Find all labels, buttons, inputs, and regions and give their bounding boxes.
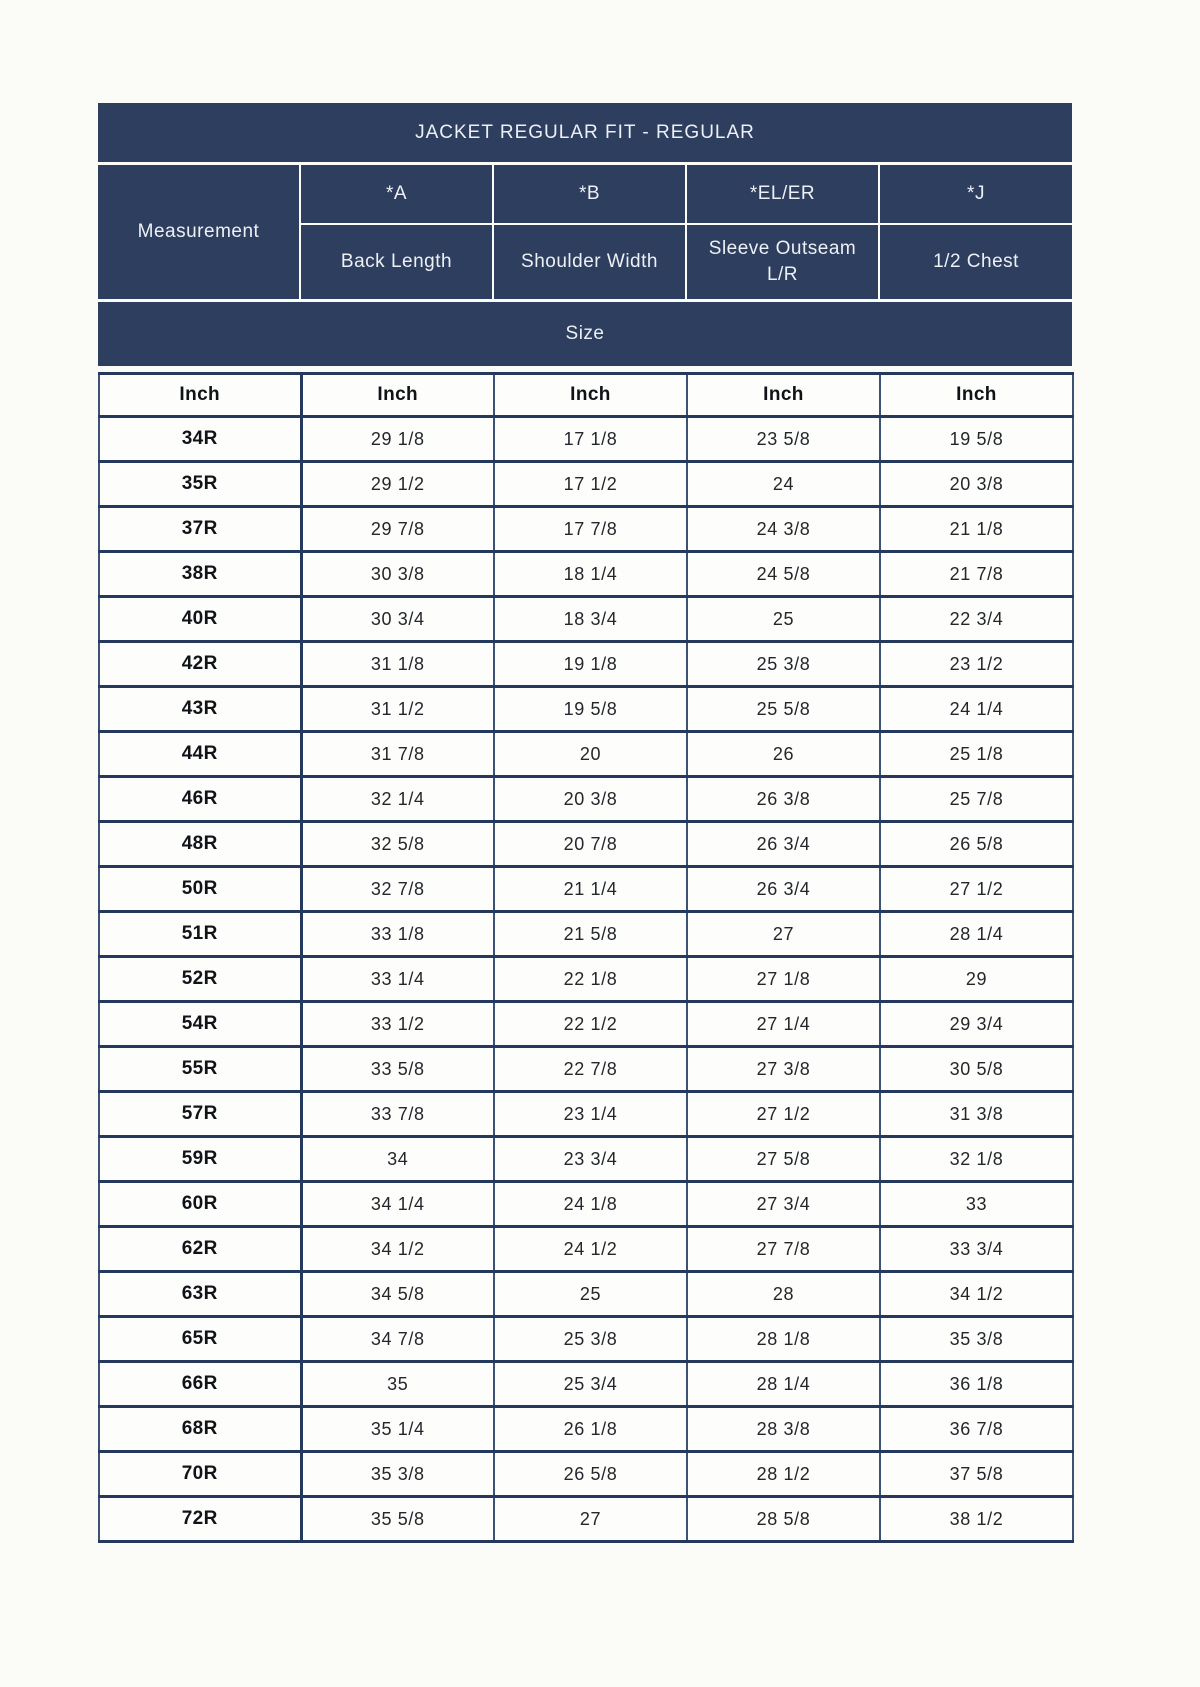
value-cell: 24 5/8: [687, 552, 880, 597]
size-cell: 34R: [99, 417, 301, 462]
value-cell: 27: [494, 1497, 687, 1542]
size-cell: 57R: [99, 1092, 301, 1137]
table-row: [99, 1092, 1073, 1137]
value-cell: 22 1/2: [494, 1002, 687, 1047]
value-cell: 33 3/4: [880, 1227, 1073, 1272]
value-cell: 25 5/8: [687, 687, 880, 732]
value-cell: 34 5/8: [301, 1272, 494, 1317]
unit-row: [99, 374, 1073, 417]
value-cell: 29 1/2: [301, 462, 494, 507]
value-cell: 34: [301, 1137, 494, 1182]
table-row: [99, 1002, 1073, 1047]
value-cell: 36 1/8: [880, 1362, 1073, 1407]
table-row: [99, 1182, 1073, 1227]
value-cell: 33 5/8: [301, 1047, 494, 1092]
unit-cell: Inch: [687, 374, 880, 417]
column-code-a: *A: [300, 164, 493, 225]
table-row: [99, 1362, 1073, 1407]
table-row: [99, 642, 1073, 687]
table-row: [99, 1407, 1073, 1452]
value-cell: 28 1/4: [687, 1362, 880, 1407]
value-cell: 25 1/8: [880, 732, 1073, 777]
size-cell: 68R: [99, 1407, 301, 1452]
value-cell: 26 3/8: [687, 777, 880, 822]
value-cell: 30 3/4: [301, 597, 494, 642]
value-cell: 22 7/8: [494, 1047, 687, 1092]
column-name-shoulder-width: Shoulder Width: [493, 224, 686, 301]
size-cell: 51R: [99, 912, 301, 957]
value-cell: 27 7/8: [687, 1227, 880, 1272]
value-cell: 32 7/8: [301, 867, 494, 912]
value-cell: 35 5/8: [301, 1497, 494, 1542]
value-cell: 26 1/8: [494, 1407, 687, 1452]
table-row: [99, 1497, 1073, 1542]
header-table: [98, 103, 1072, 366]
body-rows: [99, 374, 1073, 1542]
column-name-sleeve-outseam: Sleeve Outseam L/R: [686, 224, 879, 301]
value-cell: 17 1/8: [494, 417, 687, 462]
size-cell: 59R: [99, 1137, 301, 1182]
size-band: Size: [98, 301, 1072, 367]
value-cell: 26 5/8: [494, 1452, 687, 1497]
table-row: [99, 1317, 1073, 1362]
table-row: [99, 732, 1073, 777]
measurements-table: [98, 372, 1074, 1543]
size-cell: 48R: [99, 822, 301, 867]
size-cell: 52R: [99, 957, 301, 1002]
value-cell: 21 1/8: [880, 507, 1073, 552]
value-cell: 20 3/8: [494, 777, 687, 822]
value-cell: 35 1/4: [301, 1407, 494, 1452]
value-cell: 28 1/8: [687, 1317, 880, 1362]
table-row: [99, 462, 1073, 507]
value-cell: 32 1/4: [301, 777, 494, 822]
value-cell: 27 1/2: [880, 867, 1073, 912]
table-row: [99, 1227, 1073, 1272]
value-cell: 27 3/8: [687, 1047, 880, 1092]
column-name-back-length: Back Length: [300, 224, 493, 301]
value-cell: 28 1/2: [687, 1452, 880, 1497]
table-row: [99, 822, 1073, 867]
value-cell: 35 3/8: [301, 1452, 494, 1497]
value-cell: 32 5/8: [301, 822, 494, 867]
value-cell: 27 1/2: [687, 1092, 880, 1137]
value-cell: 33 1/8: [301, 912, 494, 957]
value-cell: 24 1/8: [494, 1182, 687, 1227]
size-cell: 37R: [99, 507, 301, 552]
value-cell: 27 5/8: [687, 1137, 880, 1182]
value-cell: 20 3/8: [880, 462, 1073, 507]
size-cell: 38R: [99, 552, 301, 597]
size-cell: 46R: [99, 777, 301, 822]
size-cell: 63R: [99, 1272, 301, 1317]
value-cell: 23 3/4: [494, 1137, 687, 1182]
column-name-half-chest: 1/2 Chest: [879, 224, 1072, 301]
size-chart: [98, 103, 1072, 1543]
value-cell: 26 3/4: [687, 822, 880, 867]
value-cell: 30 3/8: [301, 552, 494, 597]
value-cell: 34 7/8: [301, 1317, 494, 1362]
value-cell: 32 1/8: [880, 1137, 1073, 1182]
size-cell: 66R: [99, 1362, 301, 1407]
table-row: [99, 1137, 1073, 1182]
value-cell: 34 1/2: [880, 1272, 1073, 1317]
size-cell: 70R: [99, 1452, 301, 1497]
column-code-j: *J: [879, 164, 1072, 225]
value-cell: 35: [301, 1362, 494, 1407]
value-cell: 21 7/8: [880, 552, 1073, 597]
value-cell: 25: [494, 1272, 687, 1317]
value-cell: 28: [687, 1272, 880, 1317]
value-cell: 23 5/8: [687, 417, 880, 462]
value-cell: 29 7/8: [301, 507, 494, 552]
table-row: [99, 777, 1073, 822]
value-cell: 24: [687, 462, 880, 507]
column-code-el-er: *EL/ER: [686, 164, 879, 225]
table-row: [99, 597, 1073, 642]
table-row: [99, 957, 1073, 1002]
value-cell: 18 1/4: [494, 552, 687, 597]
value-cell: 25 3/4: [494, 1362, 687, 1407]
value-cell: 20 7/8: [494, 822, 687, 867]
unit-cell: Inch: [99, 374, 301, 417]
value-cell: 24 1/4: [880, 687, 1073, 732]
value-cell: 31 3/8: [880, 1092, 1073, 1137]
value-cell: 25 3/8: [494, 1317, 687, 1362]
value-cell: 37 5/8: [880, 1452, 1073, 1497]
value-cell: 21 5/8: [494, 912, 687, 957]
chart-title: JACKET REGULAR FIT - REGULAR: [98, 103, 1072, 164]
value-cell: 30 5/8: [880, 1047, 1073, 1092]
value-cell: 17 7/8: [494, 507, 687, 552]
table-row: [99, 912, 1073, 957]
table-row: [99, 507, 1073, 552]
value-cell: 25 3/8: [687, 642, 880, 687]
unit-cell: Inch: [301, 374, 494, 417]
table-row: [99, 1047, 1073, 1092]
value-cell: 35 3/8: [880, 1317, 1073, 1362]
size-cell: 40R: [99, 597, 301, 642]
value-cell: 17 1/2: [494, 462, 687, 507]
value-cell: 26: [687, 732, 880, 777]
size-cell: 42R: [99, 642, 301, 687]
measurement-header: Measurement: [98, 164, 300, 301]
size-cell: 44R: [99, 732, 301, 777]
table-row: [99, 1272, 1073, 1317]
value-cell: 31 7/8: [301, 732, 494, 777]
value-cell: 33 1/2: [301, 1002, 494, 1047]
value-cell: 36 7/8: [880, 1407, 1073, 1452]
value-cell: 22 1/8: [494, 957, 687, 1002]
size-cell: 43R: [99, 687, 301, 732]
value-cell: 33 7/8: [301, 1092, 494, 1137]
value-cell: 18 3/4: [494, 597, 687, 642]
value-cell: 28 5/8: [687, 1497, 880, 1542]
value-cell: 31 1/2: [301, 687, 494, 732]
table-row: [99, 552, 1073, 597]
value-cell: 19 1/8: [494, 642, 687, 687]
value-cell: 23 1/2: [880, 642, 1073, 687]
size-cell: 50R: [99, 867, 301, 912]
value-cell: 33 1/4: [301, 957, 494, 1002]
size-cell: 35R: [99, 462, 301, 507]
table-row: [99, 1452, 1073, 1497]
size-cell: 54R: [99, 1002, 301, 1047]
value-cell: 29 1/8: [301, 417, 494, 462]
value-cell: 20: [494, 732, 687, 777]
unit-cell: Inch: [880, 374, 1073, 417]
size-cell: 55R: [99, 1047, 301, 1092]
value-cell: 29 3/4: [880, 1002, 1073, 1047]
table-row: [99, 867, 1073, 912]
value-cell: 19 5/8: [494, 687, 687, 732]
value-cell: 23 1/4: [494, 1092, 687, 1137]
value-cell: 26 5/8: [880, 822, 1073, 867]
column-code-b: *B: [493, 164, 686, 225]
size-cell: 62R: [99, 1227, 301, 1272]
value-cell: 25 7/8: [880, 777, 1073, 822]
value-cell: 31 1/8: [301, 642, 494, 687]
value-cell: 28 3/8: [687, 1407, 880, 1452]
value-cell: 33: [880, 1182, 1073, 1227]
size-cell: 72R: [99, 1497, 301, 1542]
value-cell: 24 1/2: [494, 1227, 687, 1272]
size-cell: 65R: [99, 1317, 301, 1362]
value-cell: 34 1/2: [301, 1227, 494, 1272]
unit-cell: Inch: [494, 374, 687, 417]
value-cell: 26 3/4: [687, 867, 880, 912]
value-cell: 25: [687, 597, 880, 642]
value-cell: 27: [687, 912, 880, 957]
value-cell: 38 1/2: [880, 1497, 1073, 1542]
value-cell: 29: [880, 957, 1073, 1002]
table-row: [99, 687, 1073, 732]
value-cell: 19 5/8: [880, 417, 1073, 462]
value-cell: 28 1/4: [880, 912, 1073, 957]
value-cell: 34 1/4: [301, 1182, 494, 1227]
value-cell: 21 1/4: [494, 867, 687, 912]
size-cell: 60R: [99, 1182, 301, 1227]
value-cell: 27 1/8: [687, 957, 880, 1002]
value-cell: 24 3/8: [687, 507, 880, 552]
value-cell: 22 3/4: [880, 597, 1073, 642]
value-cell: 27 3/4: [687, 1182, 880, 1227]
value-cell: 27 1/4: [687, 1002, 880, 1047]
table-row: [99, 417, 1073, 462]
